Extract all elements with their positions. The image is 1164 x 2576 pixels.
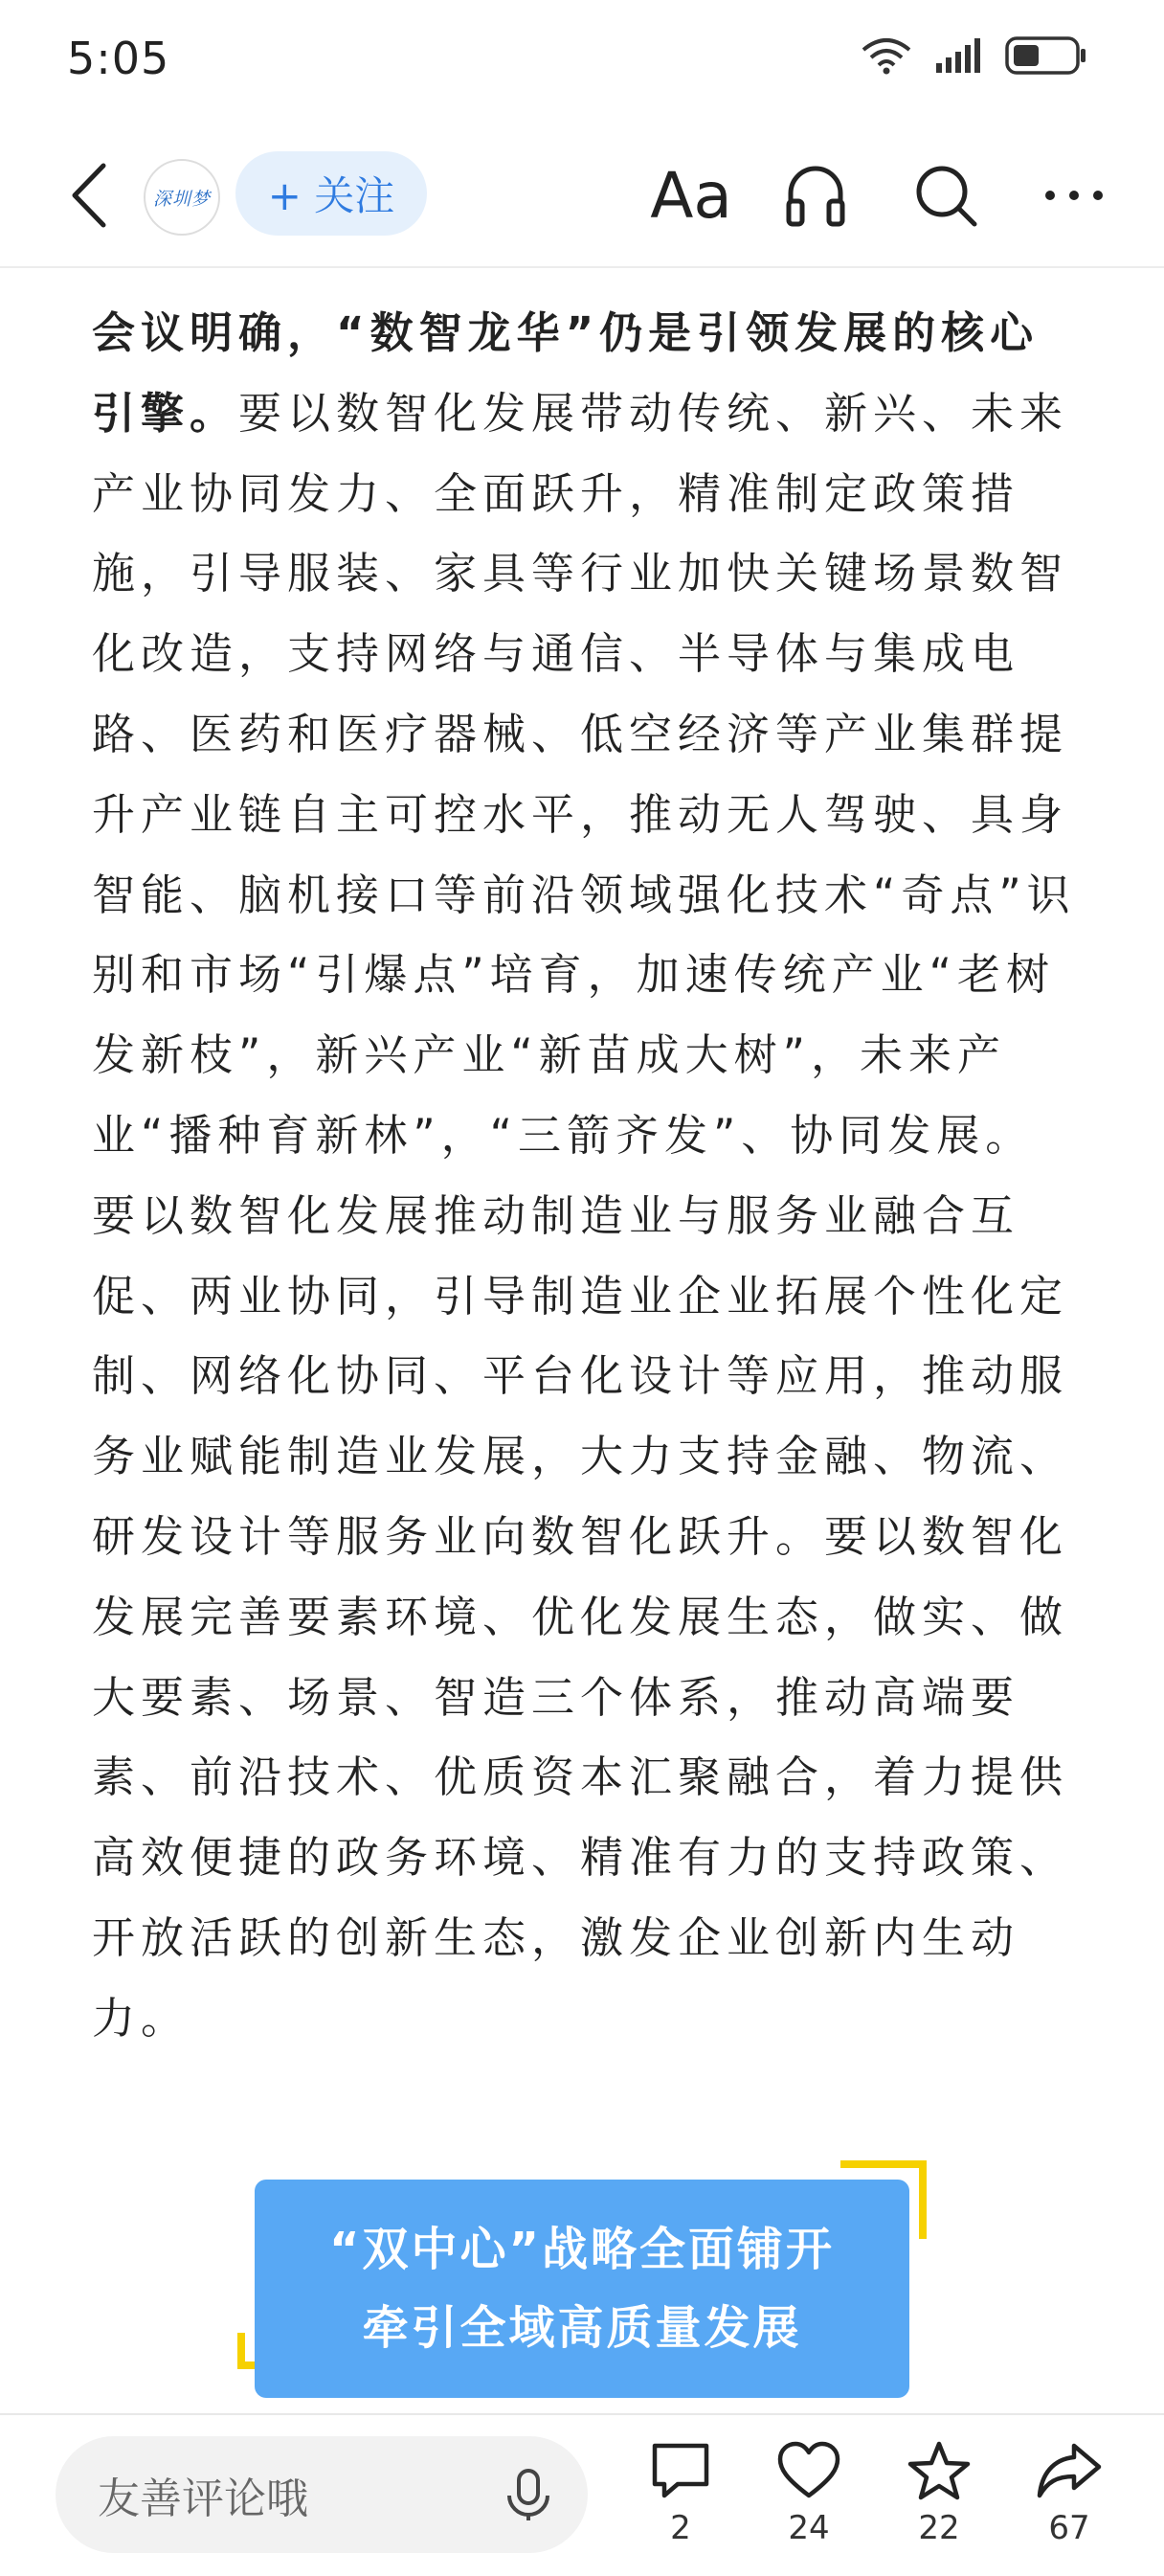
avatar-logo-text: 深圳梦: [152, 188, 211, 210]
like-count: 24: [788, 2509, 830, 2547]
status-bar: [0, 0, 1164, 123]
banner-line-2: 牵引全域高质量发展: [362, 2301, 802, 2355]
star-icon: [907, 2440, 972, 2501]
banner-corner-top-right-v: [919, 2160, 927, 2239]
article-paragraph: [92, 293, 1078, 2059]
favorite-count: 22: [918, 2509, 960, 2547]
wifi-icon: [860, 36, 913, 75]
follow-button[interactable]: + 关注: [235, 151, 427, 236]
microphone-icon[interactable]: [502, 2467, 555, 2524]
comment-button[interactable]: [638, 2440, 724, 2547]
heart-icon: [776, 2440, 841, 2501]
search-button[interactable]: [907, 157, 984, 234]
headphones-icon: [781, 161, 850, 230]
banner-line-1: “双中心”战略全面铺开: [328, 2223, 836, 2276]
status-icons: [860, 34, 1087, 77]
like-button[interactable]: [766, 2440, 852, 2547]
font-size-button[interactable]: Aa: [650, 158, 732, 233]
signal-icon: [934, 36, 984, 75]
comment-input[interactable]: [56, 2436, 588, 2553]
account-avatar[interactable]: [144, 159, 220, 236]
chevron-left-icon: [69, 162, 107, 229]
back-button[interactable]: [57, 159, 119, 232]
more-icon: [1042, 186, 1106, 205]
banner-corner-top-right: [840, 2160, 927, 2168]
comment-count: 2: [670, 2509, 691, 2547]
favorite-button[interactable]: [896, 2440, 982, 2547]
comment-icon: [649, 2440, 712, 2501]
bottom-action-bar: [0, 2413, 1164, 2576]
share-icon: [1036, 2440, 1103, 2501]
article-lead: 会议明确，“数智龙华”仍是引领发展的核心引擎。: [92, 307, 1040, 439]
battery-icon: [1005, 34, 1087, 77]
section-banner: [255, 2180, 909, 2398]
banner-corner-bottom-left-v: [237, 2333, 245, 2369]
article-text: 要以数智化发展带动传统、新兴、未来产业协同发力、全面跃升，精准制定政策措施，引导服装、家具等行业加快关键场景数智化改造，支持网络与通信、半导体与集成电路、医药和医疗器械、低空经济等产业集群提升产业链自主可控水平，推动无人驾驶、具身智能、脑机接口等前沿领域强化技术“奇点”识别和市场“引爆点”培育，加速传统产业“老树发新枝”，新兴产业“新苗成大树”，未来产业“播种育新林”，“三箭齐发”、协同发展。要以数智化发展推动制造业与服务业融合互促、两业协同，引导制造业企业拓展个性化定制、网络化协同、平台化设计等应用，推动服务业赋能制造业发展，大力支持金融、物流、研发设计等服务业向数智化跃升。要以数智化发展完善要素环境、优化发展生态，做实、做大要素、场景、智造三个体系，推动高端要素、前沿技术、优质资本汇聚融合，着力提供高效便捷的政务环境、精准有力的支持政策、开放活跃的创新生态，激发企业创新内生动力。: [92, 387, 1076, 2044]
article-header: [0, 123, 1164, 268]
search-icon: [911, 161, 980, 230]
share-button[interactable]: [1026, 2440, 1112, 2547]
listen-button[interactable]: [777, 157, 854, 234]
status-time: 5:05: [67, 33, 170, 84]
article-body: [92, 293, 1078, 2059]
share-count: 67: [1048, 2509, 1090, 2547]
comment-placeholder: 友善评论哦: [98, 2474, 308, 2523]
more-button[interactable]: [1036, 157, 1112, 234]
